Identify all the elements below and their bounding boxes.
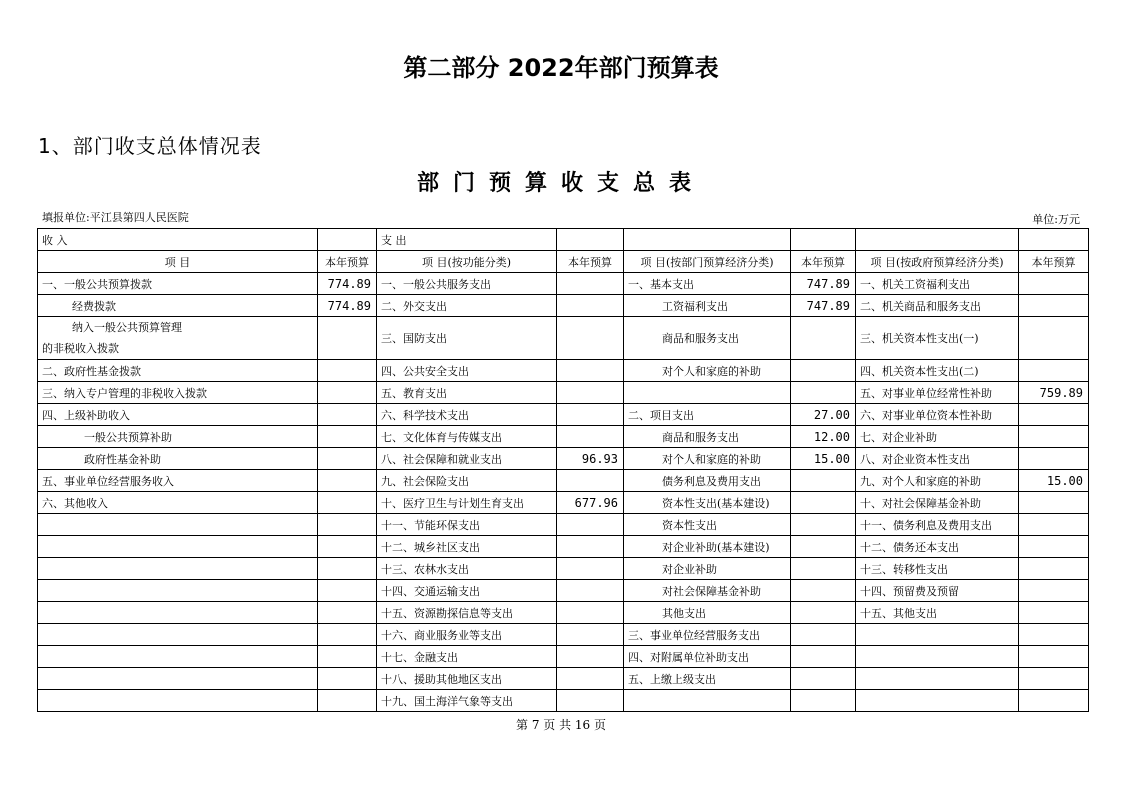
income-item	[38, 317, 318, 360]
dept-budget: 747.89	[791, 295, 856, 317]
dept-item	[624, 382, 791, 404]
gov-item: 十、对社会保障基金补助	[856, 492, 1019, 514]
table-row	[38, 426, 1089, 448]
table-row	[38, 492, 1089, 514]
func-item: 十九、国土海洋气象等支出	[377, 690, 557, 712]
func-budget	[557, 295, 624, 317]
func-item: 三、国防支出	[377, 317, 557, 360]
gov-item	[856, 668, 1019, 690]
table-row	[38, 646, 1089, 668]
gov-budget	[1019, 514, 1089, 536]
dept-item: 对个人和家庭的补助	[624, 360, 791, 382]
gov-item: 十二、债务还本支出	[856, 536, 1019, 558]
table-row	[38, 317, 1089, 360]
gov-budget	[1019, 668, 1089, 690]
func-budget	[557, 668, 624, 690]
income-budget	[318, 646, 377, 668]
income-item	[38, 514, 318, 536]
header-row-2	[38, 251, 1089, 273]
income-item	[38, 646, 318, 668]
func-budget	[557, 646, 624, 668]
income-budget	[318, 690, 377, 712]
table-row	[38, 514, 1089, 536]
func-budget	[557, 580, 624, 602]
dept-budget	[791, 646, 856, 668]
income-item: 六、其他收入	[38, 492, 318, 514]
gov-budget	[1019, 580, 1089, 602]
dept-item: 资本性支出	[624, 514, 791, 536]
table-row	[38, 580, 1089, 602]
gov-item: 十四、预留费及预留	[856, 580, 1019, 602]
dept-item: 三、事业单位经营服务支出	[624, 624, 791, 646]
dept-item: 五、上缴上级支出	[624, 668, 791, 690]
income-item	[38, 668, 318, 690]
func-budget	[557, 514, 624, 536]
dept-item: 对企业补助	[624, 558, 791, 580]
func-item: 十五、资源勘探信息等支出	[377, 602, 557, 624]
gov-item: 九、对个人和家庭的补助	[856, 470, 1019, 492]
income-item	[38, 536, 318, 558]
table-row	[38, 295, 1089, 317]
gov-budget	[1019, 492, 1089, 514]
dept-budget	[791, 470, 856, 492]
func-budget	[557, 382, 624, 404]
func-item: 八、社会保障和就业支出	[377, 448, 557, 470]
table-row	[38, 602, 1089, 624]
gov-item: 三、机关资本性支出(一)	[856, 317, 1019, 360]
income-budget	[318, 426, 377, 448]
gov-budget	[1019, 273, 1089, 295]
gov-budget	[1019, 404, 1089, 426]
income-budget	[318, 558, 377, 580]
income-item	[38, 690, 318, 712]
income-budget	[318, 624, 377, 646]
gov-item	[856, 690, 1019, 712]
gov-item	[856, 646, 1019, 668]
income-item: 三、纳入专户管理的非税收入拨款	[38, 382, 318, 404]
income-item	[38, 580, 318, 602]
income-header: 收 入	[38, 229, 318, 251]
dept-budget	[791, 492, 856, 514]
dept-budget: 747.89	[791, 273, 856, 295]
page-number: 第 7 页 共 16 页	[516, 718, 606, 732]
func-item: 六、科学技术支出	[377, 404, 557, 426]
func-budget	[557, 558, 624, 580]
dept-budget	[791, 360, 856, 382]
gov-item: 十一、债务利息及费用支出	[856, 514, 1019, 536]
func-budget	[557, 273, 624, 295]
currency-unit: 单位:万元	[1032, 213, 1080, 226]
table-row	[38, 470, 1089, 492]
income-item-line1: 纳入一般公共预算管理	[72, 321, 182, 334]
dept-item: 商品和服务支出	[624, 317, 791, 360]
income-budget	[318, 470, 377, 492]
table-row	[38, 536, 1089, 558]
func-item: 十七、金融支出	[377, 646, 557, 668]
income-item	[38, 602, 318, 624]
func-budget	[557, 536, 624, 558]
func-item: 一、一般公共服务支出	[377, 273, 557, 295]
item-header: 项 目	[38, 251, 318, 273]
income-budget	[318, 492, 377, 514]
table-row	[38, 382, 1089, 404]
income-budget	[318, 668, 377, 690]
dept-budget	[791, 558, 856, 580]
table-row	[38, 668, 1089, 690]
dept-item: 四、对附属单位补助支出	[624, 646, 791, 668]
expense-header: 支 出	[377, 229, 557, 251]
gov-budget	[1019, 295, 1089, 317]
income-item: 二、政府性基金拨款	[38, 360, 318, 382]
dept-item: 一、基本支出	[624, 273, 791, 295]
dept-budget	[791, 668, 856, 690]
dept-budget	[791, 580, 856, 602]
func-item: 十四、交通运输支出	[377, 580, 557, 602]
income-item: 一、一般公共预算拨款	[38, 273, 318, 295]
gov-item: 五、对事业单位经常性补助	[856, 382, 1019, 404]
func-budget	[557, 602, 624, 624]
budget-table	[37, 228, 1089, 712]
gov-item: 六、对事业单位资本性补助	[856, 404, 1019, 426]
gov-budget	[1019, 426, 1089, 448]
gov-item: 十五、其他支出	[856, 602, 1019, 624]
func-item: 十八、援助其他地区支出	[377, 668, 557, 690]
budget-header: 本年预算	[1019, 251, 1089, 273]
header-row-1	[38, 229, 1089, 251]
table-body	[38, 273, 1089, 712]
gov-header: 项 目(按政府预算经济分类)	[856, 251, 1019, 273]
dept-header: 项 目(按部门预算经济分类)	[624, 251, 791, 273]
func-header: 项 目(按功能分类)	[377, 251, 557, 273]
table-row	[38, 273, 1089, 295]
income-budget: 774.89	[318, 295, 377, 317]
budget-header: 本年预算	[318, 251, 377, 273]
gov-budget	[1019, 317, 1089, 360]
dept-item: 对企业补助(基本建设)	[624, 536, 791, 558]
func-item: 十一、节能环保支出	[377, 514, 557, 536]
dept-budget: 15.00	[791, 448, 856, 470]
income-budget	[318, 404, 377, 426]
dept-item: 其他支出	[624, 602, 791, 624]
page-title: 第二部分 2022年部门预算表	[403, 54, 719, 82]
gov-budget	[1019, 602, 1089, 624]
func-budget	[557, 470, 624, 492]
income-item-line2: 的非税收入拨款	[42, 342, 119, 355]
dept-item: 资本性支出(基本建设)	[624, 492, 791, 514]
func-item: 十、医疗卫生与计划生育支出	[377, 492, 557, 514]
income-item	[38, 624, 318, 646]
func-budget	[557, 360, 624, 382]
dept-budget	[791, 602, 856, 624]
dept-budget	[791, 382, 856, 404]
func-budget	[557, 404, 624, 426]
dept-budget	[791, 536, 856, 558]
income-budget	[318, 317, 377, 360]
func-item: 九、社会保险支出	[377, 470, 557, 492]
func-budget	[557, 317, 624, 360]
gov-budget	[1019, 448, 1089, 470]
income-budget	[318, 514, 377, 536]
func-budget	[557, 690, 624, 712]
income-item: 经费拨款	[38, 295, 318, 317]
dept-item: 工资福利支出	[624, 295, 791, 317]
income-budget: 774.89	[318, 273, 377, 295]
gov-budget	[1019, 558, 1089, 580]
func-item: 四、公共安全支出	[377, 360, 557, 382]
gov-item: 一、机关工资福利支出	[856, 273, 1019, 295]
income-item	[38, 558, 318, 580]
income-item: 政府性基金补助	[38, 448, 318, 470]
dept-item: 商品和服务支出	[624, 426, 791, 448]
func-item: 二、外交支出	[377, 295, 557, 317]
table-row	[38, 404, 1089, 426]
func-item: 五、教育支出	[377, 382, 557, 404]
income-item: 四、上级补助收入	[38, 404, 318, 426]
dept-item: 对个人和家庭的补助	[624, 448, 791, 470]
gov-item: 八、对企业资本性支出	[856, 448, 1019, 470]
func-budget	[557, 624, 624, 646]
dept-budget	[791, 624, 856, 646]
dept-item: 二、项目支出	[624, 404, 791, 426]
gov-item: 七、对企业补助	[856, 426, 1019, 448]
income-budget	[318, 360, 377, 382]
table-row	[38, 360, 1089, 382]
table-title: 部门预算收支总表	[416, 171, 705, 196]
gov-budget: 759.89	[1019, 382, 1089, 404]
dept-budget: 27.00	[791, 404, 856, 426]
income-budget	[318, 602, 377, 624]
income-budget	[318, 536, 377, 558]
func-item: 十三、农林水支出	[377, 558, 557, 580]
income-item: 五、事业单位经营服务收入	[38, 470, 318, 492]
gov-budget	[1019, 624, 1089, 646]
func-item: 十二、城乡社区支出	[377, 536, 557, 558]
gov-item	[856, 624, 1019, 646]
income-budget	[318, 580, 377, 602]
table-row	[38, 690, 1089, 712]
dept-item: 债务利息及费用支出	[624, 470, 791, 492]
dept-budget	[791, 690, 856, 712]
func-item: 七、文化体育与传媒支出	[377, 426, 557, 448]
gov-budget	[1019, 646, 1089, 668]
dept-budget	[791, 514, 856, 536]
gov-budget: 15.00	[1019, 470, 1089, 492]
dept-item: 对社会保障基金补助	[624, 580, 791, 602]
func-budget: 677.96	[557, 492, 624, 514]
table-row	[38, 558, 1089, 580]
dept-item	[624, 690, 791, 712]
budget-header: 本年预算	[791, 251, 856, 273]
gov-item: 二、机关商品和服务支出	[856, 295, 1019, 317]
func-budget	[557, 426, 624, 448]
gov-budget	[1019, 690, 1089, 712]
income-budget	[318, 448, 377, 470]
func-budget: 96.93	[557, 448, 624, 470]
reporting-unit: 填报单位:平江县第四人民医院	[42, 211, 189, 224]
gov-budget	[1019, 536, 1089, 558]
budget-header: 本年预算	[557, 251, 624, 273]
dept-budget	[791, 317, 856, 360]
gov-item: 四、机关资本性支出(二)	[856, 360, 1019, 382]
section-heading: 1、部门收支总体情况表	[38, 134, 262, 158]
gov-budget	[1019, 360, 1089, 382]
table-row	[38, 624, 1089, 646]
dept-budget: 12.00	[791, 426, 856, 448]
func-item: 十六、商业服务业等支出	[377, 624, 557, 646]
income-item: 一般公共预算补助	[38, 426, 318, 448]
table-row	[38, 448, 1089, 470]
income-budget	[318, 382, 377, 404]
gov-item: 十三、转移性支出	[856, 558, 1019, 580]
